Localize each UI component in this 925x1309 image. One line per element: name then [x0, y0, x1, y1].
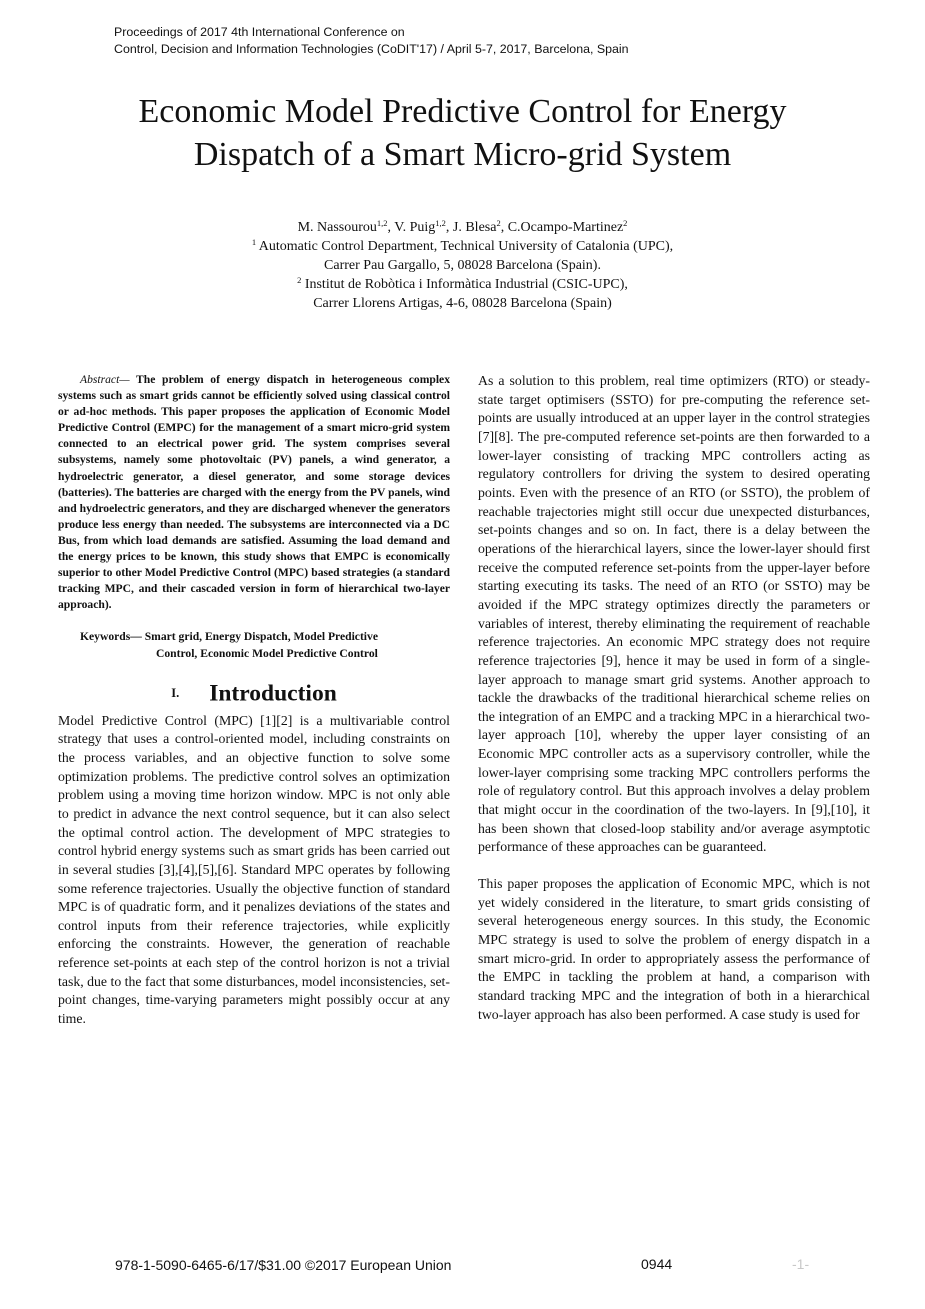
author-block — [120, 218, 805, 313]
affiliation-1 — [120, 237, 805, 256]
right-column — [478, 372, 870, 1024]
affiliation-1-name: Automatic Control Department, Technical University of Catalonia (UPC), — [256, 239, 674, 254]
affiliation-2-mark: 2 — [297, 275, 302, 285]
header-line-2: Control, Decision and Information Technologies (CoDIT'17) / April 5-7, 2017, Barcelona, Spain — [114, 42, 629, 56]
author-3-affil: 2 — [496, 218, 501, 228]
title-line-2: Dispatch of a Smart Micro-grid System — [193, 136, 732, 173]
section-number: I. — [171, 685, 180, 700]
intro-paragraph-2: As a solution to this problem, real time optimizers (RTO) or steady-state target optimisers (SSTO) for pre-computing the reference set-points are usually introduced at an upper layer in the control strategies [7][8]. The pre-computed reference set-points are then forwarded to a lower-layer consisting of tracking MPC controllers acting as regulatory controllers for driving the system to desired operating points. Even with the presence of an RTO (or SSTO), the problem of reachable trajectories might still occur due unexpected disturbances, set-points changes and so on. In fact, there is a delay between the operations of the hierarchical layers, since the lower-layer should first receive the computed reference set-points from the upper-layer before starting executing its tasks. The need of an RTO (or SSTO) may be avoided if the MPC strategy optimizes directly the parameters or variables of interest, thereby eliminating the requirement of reachable reference trajectories. An economic MPC strategy does not require reference trajectories [9], hence it may be used in form of a single-layer approach to manage smart grid systems. Another approach to tackle the drawbacks of the traditional hierarchical scheme relies on the integration of an EMPC and a tracking MPC in a hierarchical two-layer approach [10], whereby the upper layer consisting of an Economic MPC controller acts as a supervisory controller, while the lower-layer comprising some tracking MPC controllers performs the role of regulatory control. But this approach involves a delay problem that might occur in the coordination of the two-layers. In [9],[10], it has been shown that closed-loop stability and/or average asymptotic performance of these approaches can be guaranteed. — [478, 373, 870, 855]
left-column — [58, 372, 450, 1029]
author-2-affil: 1,2 — [435, 218, 446, 228]
keywords-line-1: Keywords— Smart grid, Energy Dispatch, Model Predictive — [80, 630, 378, 644]
header-line-1: Proceedings of 2017 4th International Conference on — [114, 25, 405, 39]
author-4-affil: 2 — [623, 218, 628, 228]
abstract-label: Abstract— — [80, 373, 130, 386]
author-1: M. Nassourou — [297, 220, 377, 235]
affiliation-1-address: Carrer Pau Gargallo, 5, 08028 Barcelona (Spain). — [324, 258, 601, 273]
title-line-1: Economic Model Predictive Control for Energy — [138, 93, 787, 130]
author-3: , J. Blesa — [445, 220, 497, 235]
affiliation-2 — [120, 275, 805, 294]
affiliation-2-address: Carrer Llorens Artigas, 4-6, 08028 Barcelona (Spain) — [313, 296, 612, 311]
section-heading-introduction — [58, 676, 450, 710]
footer-page-number: 0944 — [641, 1256, 673, 1272]
abstract-text: The problem of energy dispatch in heterogeneous complex systems such as smart grids cannot be efficiently solved using classical control or ad-hoc methods. This paper proposes the application of Economic Model Predictive Control (EMPC) for the management of a smart micro-grid system connected to an electrical power grid. The system comprises several subsystems, namely some photovoltaic (PV) panels, a wind generator, a hydroelectric generator, a diesel generator, and some storage devices (batteries). The batteries are charged with the energy from the PV panels, wind and hydroelectric generators, and they are discharged whenever the generators produce less energy than needed. The subsystems are interconnected via a DC Bus, from which load demands are satisfied. Assuming the load demand and the energy prices to be known, this study shows that EMPC is economically superior to other Model Predictive Control (MPC) based strategies (a standard tracking MPC, and their cascaded version in form of hierarchical two-layer approach). — [58, 373, 450, 612]
intro-paragraph-1: Model Predictive Control (MPC) [1][2] is a multivariable control strategy that uses a control-oriented model, including constraints on the process variables, and an objective function to solve some optimization problems. The predictive control solves an optimization problem using a moving time horizon window. MPC is not only able to predict in advance the next control sequence, but it can also select the optimal control action. The development of MPC strategies to control hybrid energy systems such as smart grids has been carried out in several studies [3],[4],[5],[6]. Standard MPC operates by following some reference trajectories. Usually the objective function of standard MPC is of quadratic form, and it penalizes deviations of the states and control inputs from their reference trajectories, while explicitly enforcing the constraints. However, the generation of reachable reference set-points at each step of the control horizon is not a trivial task, due to the fact that some disturbances, model inconsistencies, set-point changes, time-varying parameters might possibly occur at any time. — [58, 712, 450, 1027]
footer-page-marker: -1- — [792, 1256, 810, 1272]
author-4: , C.Ocampo-Martinez — [500, 220, 624, 235]
paper-title — [60, 90, 865, 176]
section-title: Introduction — [209, 679, 337, 706]
affiliation-1-mark: 1 — [251, 237, 257, 247]
keywords-line-2: Control, Economic Model Predictive Control — [156, 646, 378, 660]
intro-paragraph-3: This paper proposes the application of Economic MPC, which is not yet widely considered in the literature, to smart grids consisting of several heterogeneous energy sources. In this study, the Economic MPC strategy is used to solve the problem of energy dispatch in a smart micro-grid. In order to appropriately assess the performance of the EMPC in tackling the problem at hand, a comparison with standard tracking MPC and the integration of both in a hierarchical two-layer approach has also been performed. A case study is used for — [478, 876, 870, 1022]
abstract — [58, 372, 450, 613]
author-names — [120, 218, 805, 237]
footer-isbn: 978-1-5090-6465-6/17/$31.00 ©2017 European Union — [115, 1257, 452, 1273]
author-1-affil: 1,2 — [376, 218, 388, 228]
conference-header — [114, 24, 629, 58]
author-2: , V. Puig — [387, 220, 436, 235]
affiliation-2-name: Institut de Robòtica i Informàtica Industrial (CSIC-UPC), — [301, 277, 628, 292]
keywords — [58, 629, 450, 661]
